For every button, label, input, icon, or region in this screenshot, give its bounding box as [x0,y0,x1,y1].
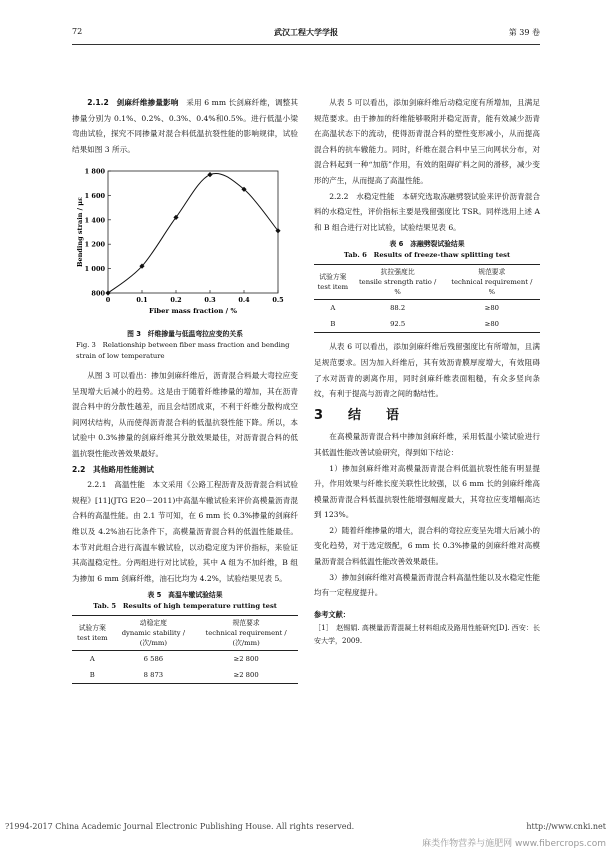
x-tick-label: 0.3 [204,296,216,305]
x-tick-label: 0.2 [170,296,182,305]
y-tick-label: 1 600 [84,192,105,201]
page-header [72,27,540,41]
y-tick-label: 1 000 [84,265,105,274]
volume-label: 第 39 卷 [508,28,540,37]
table5-caption-cn: 表 5 高温车辙试验结果 [147,591,223,600]
table6 [314,264,540,333]
watermark: 麻类作物营养与施肥网 www.fibercrops.com [422,839,606,849]
x-tick-label: 0.5 [272,296,284,305]
reference-1: ［1］ 赵锡娟. 高模量沥青混凝土材料组成及路用性能研究[D]. 西安：长安大学，2009. [314,624,540,646]
fig3-chart [72,163,298,329]
fig3-caption-cn: 图 3 纤维掺量与低温弯拉应变的关系 [127,329,243,338]
table-header-row: 试验方案 test item 动稳定度 dynamic stability / (次/mm) 规范要求 technical requirement / (次/mm) [72,616,298,651]
left-column [72,95,298,684]
table-row: B 92.5 ≥80 [314,316,540,333]
fig3-caption-en: Fig. 3 Relationship between fiber mass fraction and bending strain of low temperature [76,340,290,360]
para-table6: 从表 6 可以看出，添加剑麻纤维后残留强度比有所增加，且满足规范要求。因为加入纤维后，其有效沥青膜厚度增大，有效阻碍了水对沥青的剥离作用，同时剑麻纤维表面粗糙，有众多竖向条纹，有利于提高与沥青之间的黏结性。 [314,342,540,399]
fig3-svg [72,163,298,323]
y-tick-label: 1 200 [84,241,105,250]
section-2-2: 2.2 其他路用性能测试 [72,464,154,474]
x-tick-label: 0.1 [136,296,148,305]
y-tick-label: 800 [91,289,105,298]
x-tick-label: 0 [105,296,111,305]
conclusion-3: 3）掺加剑麻纤维对高模量沥青混合料高温性能以及水稳定性能均有一定程度提升。 [314,572,540,598]
table-row: B 8 873 ≥2 800 [72,667,298,684]
data-point [207,172,212,177]
table6-caption-en: Tab. 6 Results of freeze-thaw splitting test [343,251,511,260]
x-tick-label: 0.4 [238,296,250,305]
references-title: 参考文献： [314,609,350,619]
table-header-row: 试验方案 test item 抗拉强度比 tensile strength ratio / % 规范要求 technical requirement / % [314,265,540,300]
para-fig3: 从图 3 可以看出：掺加剑麻纤维后，沥青混合料最大弯拉应变呈现增大后减小的趋势。这是由于随着纤维掺量的增加，其在沥青混合料中的分散性越差，而且会结团成束，不利于纤维分散构成空间网状结构，从而使得沥青混合料的低温抗裂性能下降。所以，本试验中 0.3%掺量的剑麻纤维其分散效果最佳，对沥青混合料的低温抗裂性能改善效果最好。 [72,370,298,458]
y-tick-label: 1 800 [84,167,105,176]
table5 [72,615,298,684]
series-line [108,174,278,294]
y-tick-label: 1 400 [84,216,105,225]
copyright-notice: ?1994-2017 China Academic Journal Electronic Publishing House. All rights reserved. [5,822,355,831]
x-axis-label: Fiber mass fraction / % [149,307,237,316]
page-number: 72 [72,27,83,36]
conclusion-1: 1）掺加剑麻纤维对高模量沥青混合料低温抗裂性能有明显提升，作用效果与纤维长度关联性比较强，以 6 mm 长的剑麻纤维高模量沥青混合料低温抗裂性能增强幅度最大，其弯拉应变增幅高达到 123%。 [314,463,540,520]
journal-title: 武汉工程大学学报 [274,28,338,37]
para-table5: 从表 5 可以看出，添加剑麻纤维后动稳定度有所增加，且满足规范要求。由于掺加的纤维能够吸附并稳定沥青，能有效减少沥青在高温状态下的流动，使得沥青混合料的塑性变形减小，从而提高混合料的抗车辙能力。同时，纤维在混合料中呈三向网状分布，对混合料起到一种“加筋”作用，有效的阻碍矿料之间的滑移，减少变形的产生，从而提高了高温性能。 [314,98,540,185]
section-2-2-1: 2.2.1 高温性能 本文采用《公路工程沥青及沥青混合料试验规程》[11](JTG E20－2011)中高温车辙试验来评价高模量沥青混合料的高温性能。由 2.1 节可知，在 6 mm 长 0.3%掺量的剑麻纤维以及 4.2%油石比条件下，高模量沥青混合料的低温性能最佳。本节对此组合进行高温车辙试验，以动稳定度为评价指标，来验证其高温稳定性。分两组进行对比试验，其中 A 组为不加纤维，B 组为掺加 6 mm 剑麻纤维，油石比均为 4.2%，试验结果见表 5。 [72,480,299,583]
table5-caption-en: Tab. 5 Results of high temperature rutting test [93,602,277,611]
right-column [314,95,540,648]
para-conclusion-intro: 在高模量沥青混合料中掺加剑麻纤维，采用低温小梁试验进行其低温性能改善试验研究，得到如下结论： [314,432,540,457]
section-2-2-2: 2.2.2 水稳定性能 本研究选取冻融劈裂试验来评价沥青混合料的水稳定性，评价指标主要是残留强度比 TSR。同样选用上述 A 和 B 组合进行对比试验，试验结果见表 6。 [314,191,541,232]
table-row: A 6 586 ≥2 800 [89,655,259,664]
table6-caption-cn: 表 6 冻融劈裂试验结果 [389,240,465,249]
y-axis-label: Bending strain / με [76,197,84,268]
header-rule [72,44,540,45]
conclusion-2: 2）随着纤维掺量的增大，混合料的弯拉应变呈先增大后减小的变化趋势，对于选定级配，6 mm 长 0.3%掺量的剑麻纤维对高模量沥青混合料低温性能改善效果最佳。 [314,525,540,567]
table-row: A 88.2 ≥80 [330,304,499,313]
cnki-url: http://www.cnki.net [526,822,606,831]
section-3-heading: 3 结 语 [314,407,406,423]
section-2-1-2: 2.1.2 剑麻纤维掺量影响 采用 6 mm 长剑麻纤维，调整其掺量分别为 0.1%、0.2%、0.3%、0.4%和0.5%。进行低温小梁弯曲试验，探究不同掺量对混合料低温抗裂性能的影响规律，试验结果如图 3 所示。 [72,98,298,154]
